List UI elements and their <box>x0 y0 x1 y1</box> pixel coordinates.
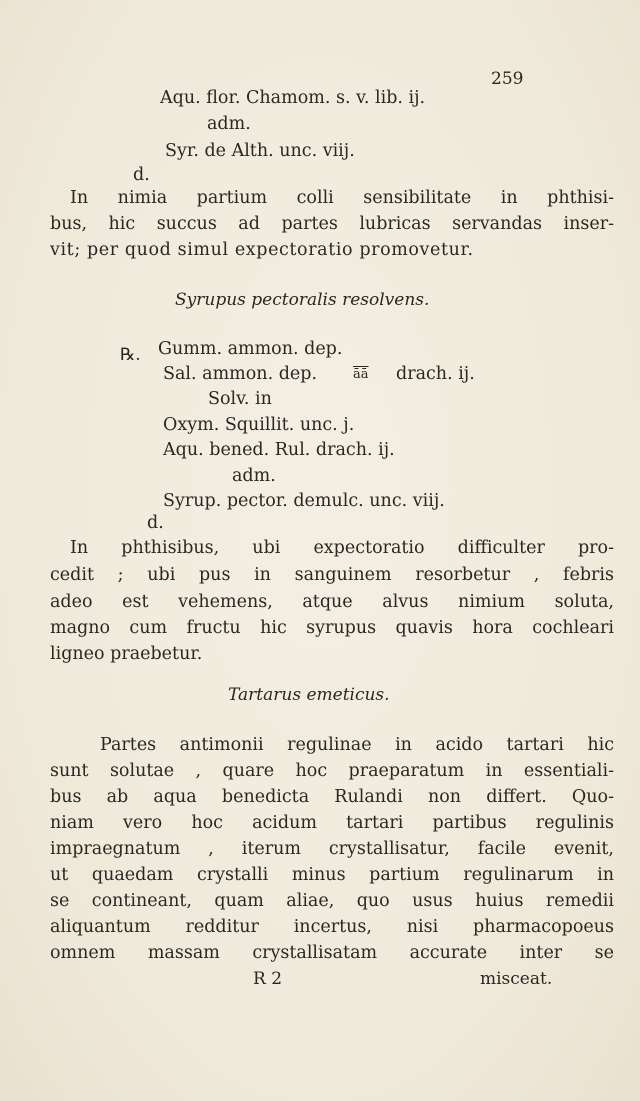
para3-line: impraegnatum , iterum crystallisatur, facile evenit, <box>50 839 614 859</box>
para1-line: In nimia partium colli sensibilitate in phthisi- <box>70 188 614 208</box>
ana-abbreviation: $\overline{āā}$ <box>353 367 369 382</box>
para2-line: cedit ; ubi pus in sanguinem resorbetur , febris <box>50 565 614 585</box>
recipe1-line: Syr. de Alth. unc. viij. <box>165 141 355 161</box>
para2-line: magno cum fructu hic syrupus quavis hora cochleari <box>50 618 614 638</box>
para3-line: niam vero hoc acidum tartari partibus regulinis <box>50 813 614 833</box>
recipe2-line: Aqu. bened. Rul. drach. ij. <box>163 440 395 460</box>
recipe-symbol-icon <box>120 343 142 365</box>
recipe2-line: Solv. in <box>208 389 272 409</box>
recipe2-line: drach. ij. <box>396 364 475 384</box>
recipe2-line: d. <box>147 513 164 533</box>
section-heading: Tartarus emeticus. <box>228 685 390 705</box>
page-number: 259 <box>491 69 524 89</box>
catchword: misceat. <box>480 969 553 989</box>
para3-line: sunt solutae , quare hoc praeparatum in essentiali- <box>50 761 614 781</box>
recipe2-line: Oxym. Squillit. unc. j. <box>163 415 355 435</box>
recipe1-line: adm. <box>207 114 251 134</box>
recipe1-line: d. <box>133 165 150 185</box>
para3-line: Partes antimonii regulinae in acido tartari hic <box>100 735 614 755</box>
para1-line: vit; per quod simul expectoratio promovetur. <box>50 240 474 260</box>
para3-line: bus ab aqua benedicta Rulandi non differt. Quo- <box>50 787 614 807</box>
para2-line: In phthisibus, ubi expectoratio difficulter pro- <box>70 538 614 558</box>
svg-text:℞.: ℞. <box>120 345 141 365</box>
para1-line: bus, hic succus ad partes lubricas servandas inser- <box>50 214 614 234</box>
para2-line: ligneo praebetur. <box>50 644 203 664</box>
recipe1-line: Aqu. flor. Chamom. s. v. lib. ij. <box>160 88 426 108</box>
para3-line: se contineant, quam aliae, quo usus huius remedii <box>50 891 614 911</box>
section-heading: Syrupus pectoralis resolvens. <box>175 290 430 310</box>
para3-line: omnem massam crystallisatam accurate inter se <box>50 943 614 963</box>
para2-line: adeo est vehemens, atque alvus nimium soluta, <box>50 592 614 612</box>
recipe2-line: Syrup. pector. demulc. unc. viij. <box>163 491 445 511</box>
recipe2-line: Sal. ammon. dep. <box>163 364 318 384</box>
recipe2-line: Gumm. ammon. dep. <box>158 339 343 359</box>
para3-line: ut quaedam crystalli minus partium regulinarum in <box>50 865 614 885</box>
para3-line: aliquantum redditur incertus, nisi pharmacopoeus <box>50 917 614 937</box>
signature-mark: R 2 <box>253 969 283 989</box>
recipe2-line: adm. <box>232 466 276 486</box>
